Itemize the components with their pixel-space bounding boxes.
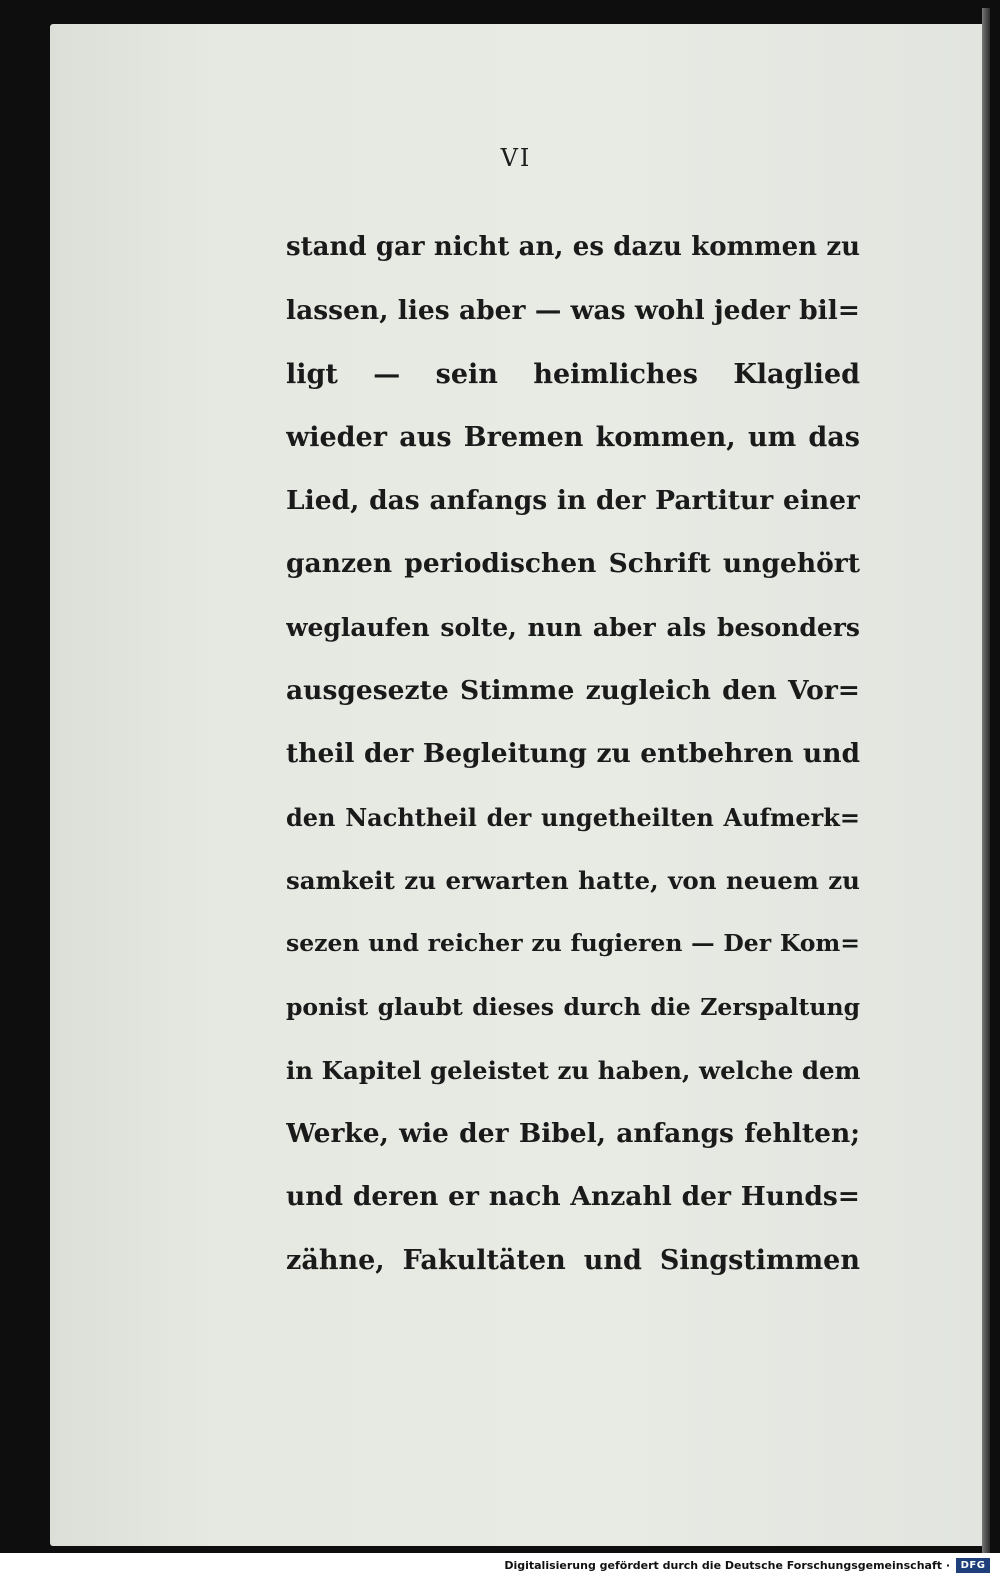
text-line: sezen und reicher zu fugieren — Der Kom= (286, 929, 860, 958)
page-number: VI (500, 144, 532, 172)
text-line: den Nachtheil der ungetheilten Aufmerk= (286, 802, 860, 832)
funding-credit: Digitalisierung gefördert durch die Deutsche Forschungsgemeinschaft · (504, 1559, 950, 1572)
text-line: zähne, Fakultäten und Singstimmen (286, 1244, 860, 1276)
text-line: ausgesezte Stimme zugleich den Vor= (286, 675, 860, 707)
text-line: stand gar nicht an, es dazu kommen zu (286, 232, 860, 262)
text-line: theil der Begleitung zu entbehren und (286, 738, 860, 770)
text-line: ponist glaubt dieses durch die Zerspaltung (286, 992, 860, 1021)
text-line: ganzen periodischen Schrift ungehört (286, 548, 860, 580)
text-line: wieder aus Bremen kommen, um das (286, 421, 860, 453)
footer-bar (0, 1553, 1000, 1587)
book-edge (982, 8, 990, 1553)
book-page (50, 24, 982, 1546)
text-line: und deren er nach Anzahl der Hunds= (286, 1181, 860, 1213)
text-line: in Kapitel geleistet zu haben, welche dem (286, 1055, 860, 1085)
text-line: weglaufen solte, nun aber als besonders (286, 612, 860, 642)
text-line: samkeit zu erwarten hatte, von neuem zu (286, 865, 860, 895)
text-line: lassen, lies aber — was wohl jeder bil= (286, 295, 860, 327)
text-line: Lied, das anfangs in der Partitur einer (286, 485, 860, 517)
text-line: Werke, wie der Bibel, anfangs fehlten; (286, 1118, 860, 1150)
text-line: ligt — sein heimliches Klaglied (286, 358, 860, 390)
dfg-logo-icon: DFG (956, 1558, 990, 1573)
text-block (286, 216, 860, 1292)
